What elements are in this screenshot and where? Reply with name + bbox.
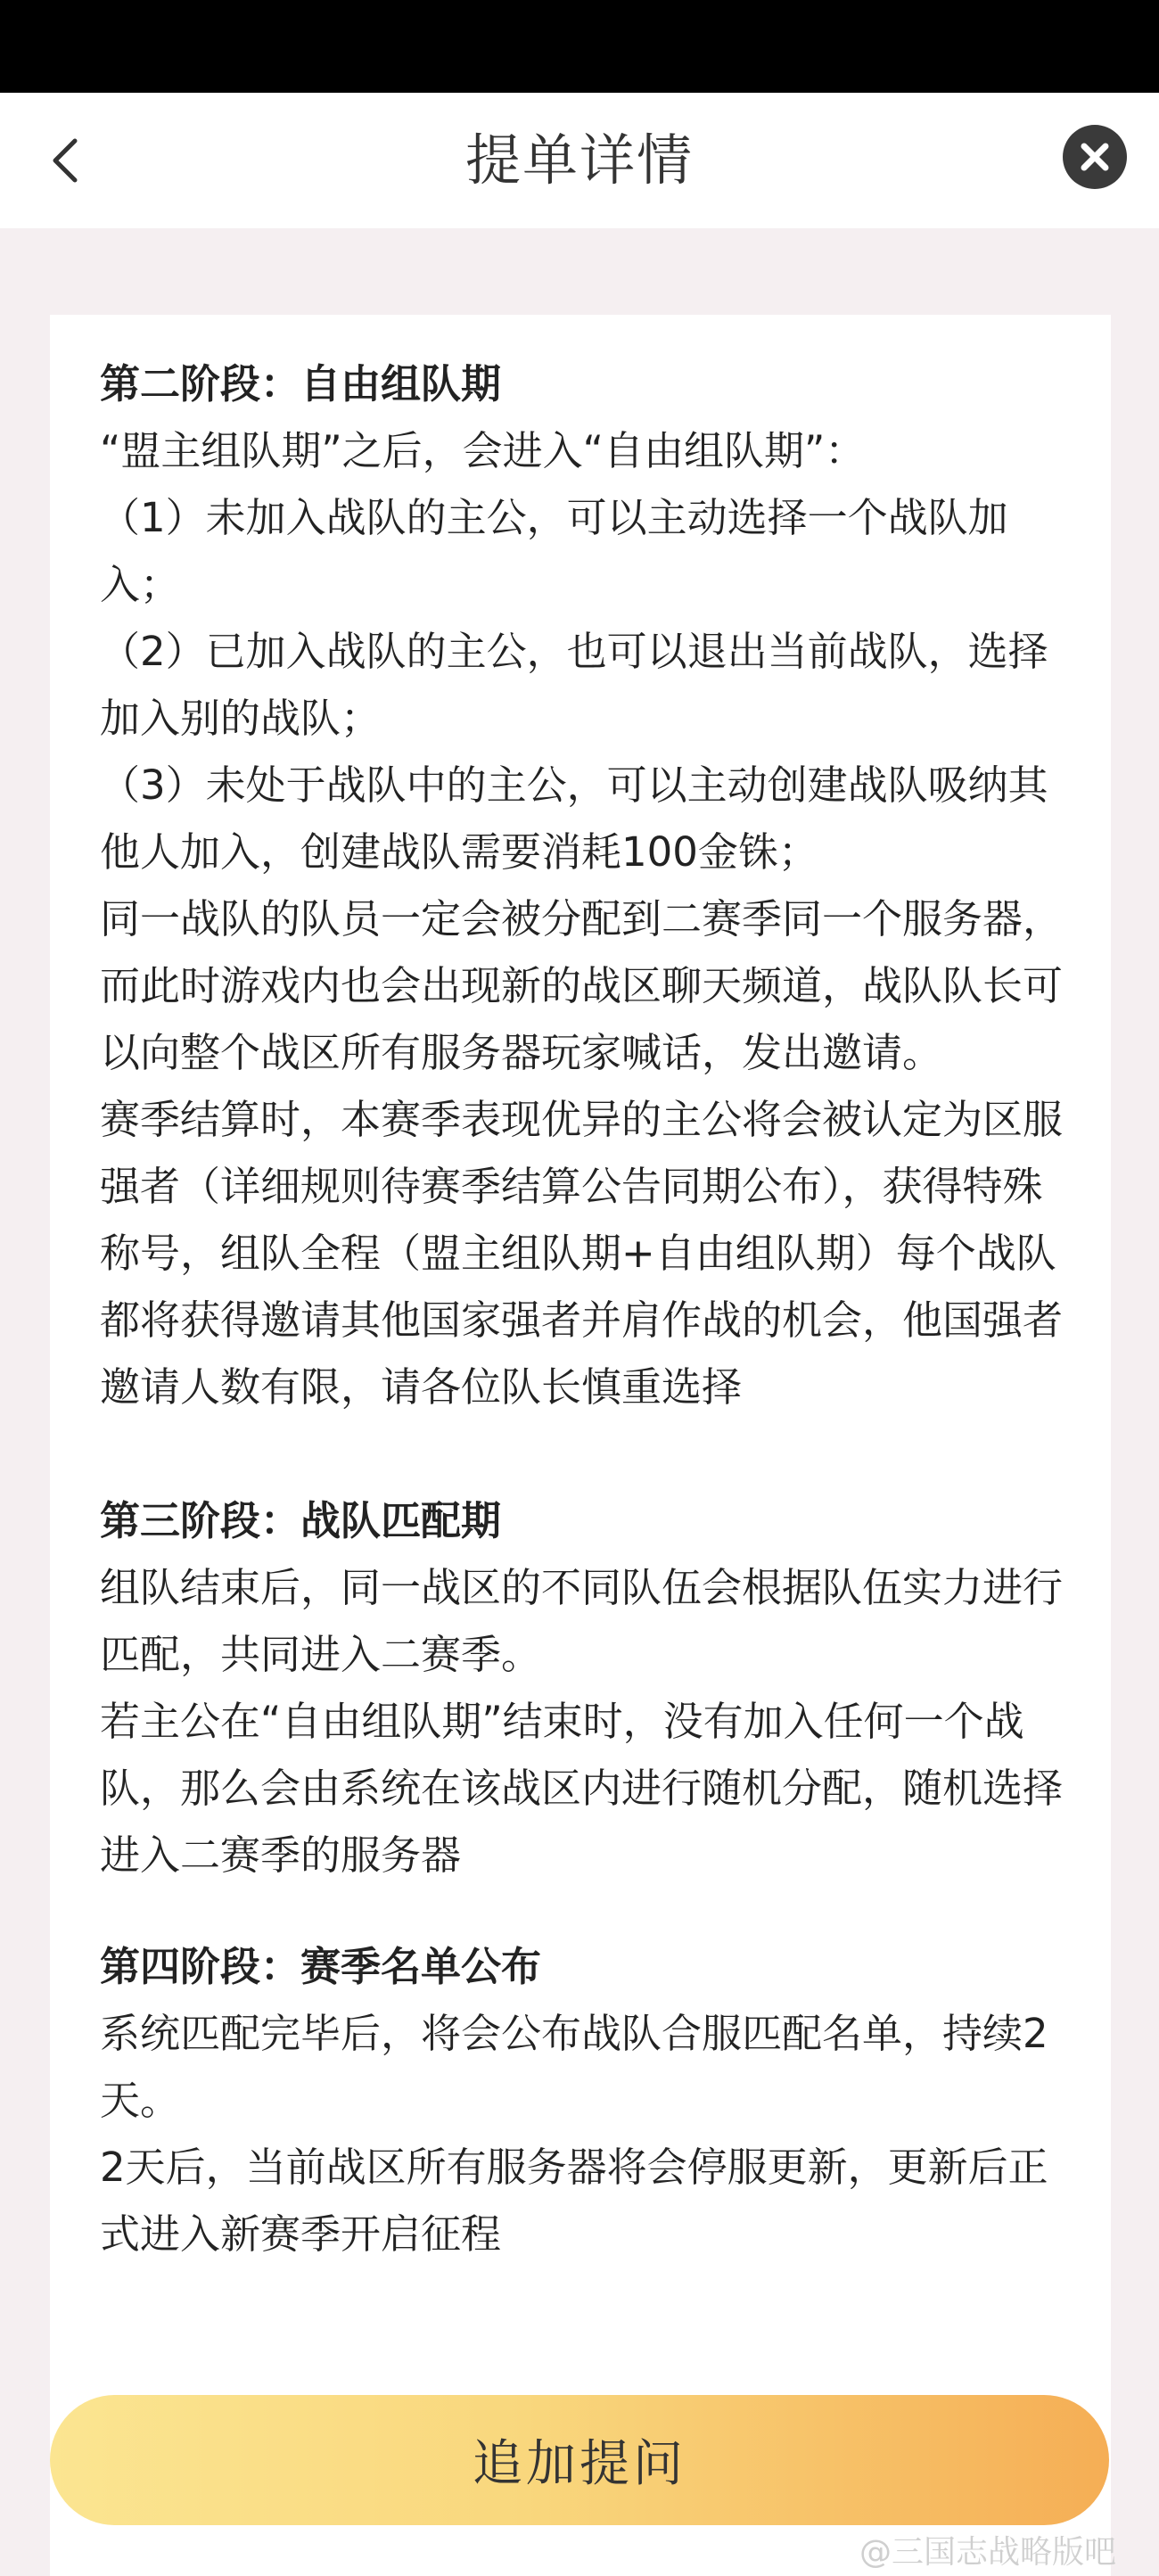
status-bar	[0, 0, 1159, 93]
section-stage-4	[100, 1933, 1063, 2267]
paragraph: 组队结束后，同一战区的不同队伍会根据队伍实力进行匹配，共同进入二赛季。	[100, 1564, 1064, 1678]
paragraph: 若主公在“自由组队期”结束时，没有加入任何一个战队，那么会由系统在该战区内进行随机分配，随机选择进入二赛季的服务器	[100, 1698, 1064, 1879]
detail-card	[50, 315, 1111, 2576]
paragraph: “盟主组队期”之后，会进入“自由组队期”：	[100, 427, 866, 474]
paragraph: （3）未处于战队中的主公，可以主动创建战队吸纳其他人加入，创建战队需要消耗100金铢；	[100, 761, 1048, 876]
watermark: @三国志战略版吧	[859, 2534, 1117, 2571]
paragraph: 2天后，当前战区所有服务器将会停服更新，更新后正式进入新赛季开启征程	[100, 2144, 1048, 2258]
close-button[interactable]	[1063, 125, 1127, 189]
section-heading: 第三阶段：战队匹配期	[100, 1497, 502, 1544]
detail-content	[100, 350, 1063, 2267]
paragraph: 系统匹配完毕后，将会公布战队合服匹配名单，持续2天。	[100, 2010, 1048, 2124]
nav-bar	[0, 93, 1159, 228]
close-icon	[1063, 125, 1127, 189]
paragraph: （1）未加入战队的主公，可以主动选择一个战队加入；	[100, 494, 1008, 608]
section-heading: 第四阶段：赛季名单公布	[100, 1943, 542, 1990]
paragraph: 赛季结算时，本赛季表现优异的主公将会被认定为区服强者（详细规则待赛季结算公告同期公布），获得特殊称号，组队全程（盟主组队期+自由组队期）每个战队都将获得邀请其他国家强者并肩作战的机会，他国强者邀请人数有限，请各位队长慎重选择	[100, 1096, 1064, 1411]
paragraph: 同一战队的队员一定会被分配到二赛季同一个服务器，而此时游戏内也会出现新的战区聊天频道，战队队长可以向整个战区所有服务器玩家喊话，发出邀请。	[100, 895, 1064, 1076]
section-heading: 第二阶段：自由组队期	[100, 360, 502, 407]
add-question-button[interactable]: 追加提问	[50, 2395, 1109, 2525]
page-title: 提单详情	[464, 128, 694, 193]
section-stage-2	[100, 350, 1063, 1420]
section-stage-3	[100, 1487, 1063, 1889]
paragraph: （2）已加入战队的主公，也可以退出当前战队，选择加入别的战队；	[100, 628, 1048, 742]
